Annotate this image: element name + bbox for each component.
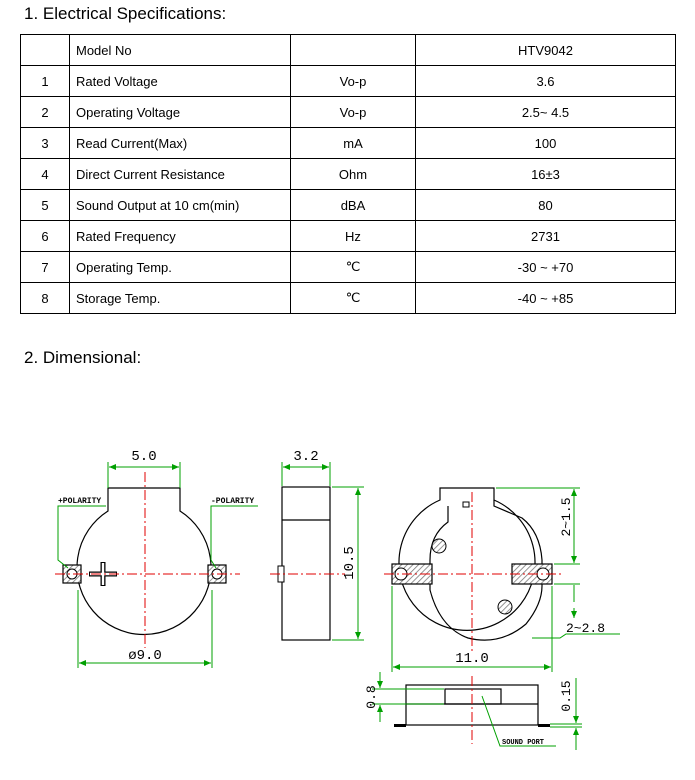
table-row [21,190,676,221]
profile-pad-thickness-label: 0.15 [559,680,574,712]
row-value: -40 ~ +85 [416,283,676,314]
profile-port-height-label: 0.8 [364,685,379,709]
row-unit: ℃ [291,283,416,314]
dimensional-drawing [0,400,695,780]
side-height-label: 10.5 [342,546,358,580]
table-header-row [21,35,676,66]
table-row [21,159,676,190]
row-unit: dBA [291,190,416,221]
front-diameter-label: ø9.0 [128,648,162,664]
front-width-label: 5.0 [131,449,157,465]
bottom-view [384,488,620,672]
row-unit: Ohm [291,159,416,190]
row-name: Operating Voltage [70,97,291,128]
header-unit [291,35,416,66]
row-name: Operating Temp. [70,252,291,283]
row-no: 6 [21,221,70,252]
row-no: 5 [21,190,70,221]
row-unit: Vo-p [291,97,416,128]
row-name: Direct Current Resistance [70,159,291,190]
plus-polarity-label: +POLARITY [58,497,102,506]
spec-table [20,34,676,314]
table-row [21,97,676,128]
table-row [21,283,676,314]
bottom-width-label: 11.0 [455,651,489,667]
bottom-top-offset-label: 2~1.5 [559,497,574,537]
row-name: Storage Temp. [70,283,291,314]
table-row [21,66,676,97]
header-name: Model No [70,35,291,66]
row-no: 7 [21,252,70,283]
table-row [21,221,676,252]
side-view [270,449,364,640]
minus-polarity-label: -POLARITY [211,497,255,506]
profile-view [364,672,582,750]
sound-port-label: SOUND PORT [502,739,545,747]
row-no: 4 [21,159,70,190]
row-value: -30 ~ +70 [416,252,676,283]
row-unit: mA [291,128,416,159]
table-row [21,252,676,283]
row-no: 8 [21,283,70,314]
row-value: 2.5~ 4.5 [416,97,676,128]
table-row [21,128,676,159]
row-name: Read Current(Max) [70,128,291,159]
row-name: Rated Voltage [70,66,291,97]
row-value: 100 [416,128,676,159]
row-value: 2731 [416,221,676,252]
row-value: 80 [416,190,676,221]
row-unit: ℃ [291,252,416,283]
side-thickness-label: 3.2 [293,449,319,465]
front-view [55,449,258,668]
row-name: Sound Output at 10 cm(min) [70,190,291,221]
row-value: 3.6 [416,66,676,97]
row-no: 3 [21,128,70,159]
row-no: 2 [21,97,70,128]
row-value: 16±3 [416,159,676,190]
row-unit: Vo-p [291,66,416,97]
header-value: HTV9042 [416,35,676,66]
section-title-electrical: 1. Electrical Specifications: [24,4,227,23]
section-title-dimensional: 2. Dimensional: [24,348,142,367]
bottom-pad-offset-label: 2~2.8 [566,621,606,636]
row-unit: Hz [291,221,416,252]
header-no [21,35,70,66]
row-name: Rated Frequency [70,221,291,252]
row-no: 1 [21,66,70,97]
